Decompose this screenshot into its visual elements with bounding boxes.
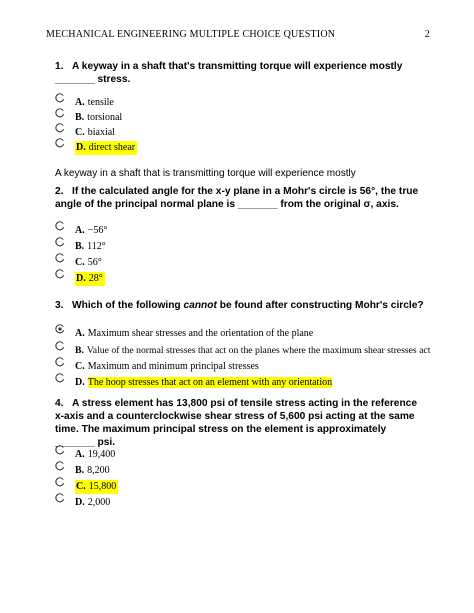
option-letter: B. — [75, 112, 85, 123]
question-3 — [55, 299, 427, 312]
question-text-emphasis: cannot — [183, 300, 217, 311]
question-number: 4. — [55, 398, 64, 409]
option-text: Value of the normal stresses that act on the planes where the maximum shear stresses act — [86, 345, 431, 356]
option-letter: C. — [75, 127, 85, 138]
radio-button-icon[interactable] — [55, 108, 65, 118]
option-letter: D. — [76, 273, 86, 284]
page-header — [46, 29, 430, 40]
radio-button-icon[interactable] — [55, 253, 65, 263]
question-text: A keyway in a shaft that's transmitting torque will experience mostly _______ stress. — [55, 61, 403, 85]
radio-button-icon[interactable] — [55, 93, 65, 103]
radio-button-icon[interactable] — [55, 269, 65, 279]
option-letter: A. — [75, 225, 85, 236]
option-letter: B. — [75, 345, 84, 356]
radio-button-icon[interactable] — [55, 461, 65, 471]
question-1 — [55, 60, 427, 86]
radio-button-icon[interactable] — [55, 324, 65, 334]
question-number: 3. — [55, 300, 64, 311]
option-letter: D. — [75, 377, 85, 388]
option-text: 56° — [87, 257, 102, 268]
option-text: 15,800 — [88, 481, 117, 492]
question-text-before: Which of the following — [72, 300, 184, 311]
radio-button-icon[interactable] — [55, 445, 65, 455]
option-letter: B. — [75, 241, 85, 252]
answer-note: A keyway in a shaft that is transmitting torque will experience mostly — [55, 168, 356, 179]
radio-button-icon[interactable] — [55, 341, 65, 351]
option-text: The hoop stresses that act on an element with any orientation — [87, 377, 333, 388]
question-number: 1. — [55, 61, 64, 72]
option-letter: D. — [76, 142, 86, 153]
header-title: MECHANICAL ENGINEERING MULTIPLE CHOICE QUESTION — [46, 29, 336, 40]
option-letter: C. — [75, 257, 85, 268]
radio-button-icon[interactable] — [55, 123, 65, 133]
option-letter: C. — [75, 361, 85, 372]
option-text: direct shear — [88, 142, 136, 153]
option-text: Maximum shear stresses and the orientation of the plane — [87, 328, 314, 339]
option-letter: A. — [75, 328, 85, 339]
option-text: 112° — [87, 241, 106, 252]
question-4 — [55, 397, 427, 449]
option-text: 19,400 — [87, 449, 116, 460]
radio-button-icon[interactable] — [55, 373, 65, 383]
radio-button-icon[interactable] — [55, 357, 65, 367]
radio-button-icon[interactable] — [55, 221, 65, 231]
question-number: 2. — [55, 186, 64, 197]
question-text: If the calculated angle for the x-y plane in a Mohr's circle is 56°, the true angle of the principal normal plane is _______ from the original σ, axis. — [55, 186, 419, 210]
option-text: 8,200 — [87, 465, 110, 476]
question-2 — [55, 185, 427, 211]
option-text: Maximum and minimum principal stresses — [87, 361, 259, 372]
option-letter: A. — [75, 449, 85, 460]
question-text-after: be found after constructing Mohr's circle? — [216, 300, 424, 311]
option-text: 2,000 — [87, 497, 111, 508]
question-text: A stress element has 13,800 psi of tensile stress acting in the reference x-axis and a counterclockwise shear stress of 5,600 psi acting at the same time. The maximum principal stress on the element is approximately _______ psi. — [55, 398, 418, 448]
option-text: 28° — [88, 273, 103, 284]
option-letter: B. — [75, 465, 85, 476]
radio-button-icon[interactable] — [55, 138, 65, 148]
page-number: 2 — [424, 29, 430, 40]
option-text: biaxial — [87, 127, 115, 138]
radio-button-icon[interactable] — [55, 493, 65, 503]
radio-button-icon[interactable] — [55, 477, 65, 487]
option-text: −56° — [87, 225, 108, 236]
option-letter: D. — [75, 497, 85, 508]
option-letter: C. — [76, 481, 86, 492]
option-text: tensile — [87, 97, 114, 108]
radio-button-icon[interactable] — [55, 237, 65, 247]
option-letter: A. — [75, 97, 85, 108]
option-text: torsional — [87, 112, 123, 123]
